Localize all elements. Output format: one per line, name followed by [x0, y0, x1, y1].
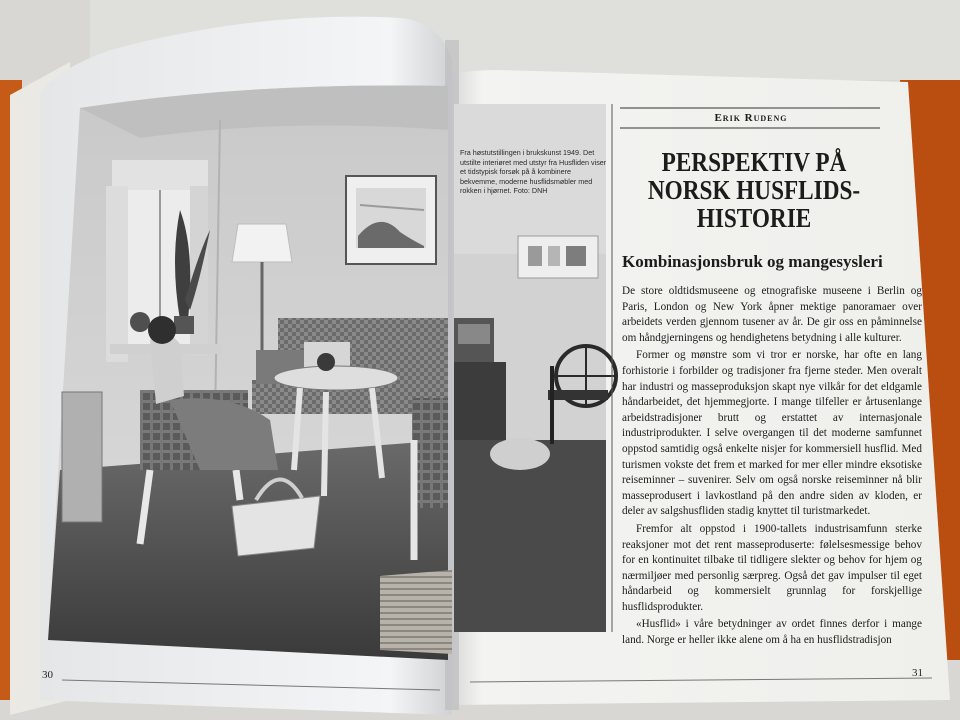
chapter-title	[639, 148, 869, 232]
bookshelf	[62, 392, 102, 522]
photo-caption: Fra høstutstillingen i brukskunst 1949. Det utstilte interiøret med utstyr fra Husfliden viser et tidstypisk forsøk på å kombinere bekvemme, moderne husflidsmøbler med rokken i hjørnet. Foto: DNH	[460, 148, 607, 196]
chapter-title-line: PERSPEKTIV PÅ	[661, 147, 847, 177]
interior-photo-left	[48, 85, 452, 660]
body-paragraph: «Husflid» i våre betydninger av ordet finnes derfor i mange land. Norge er heller ikke alene om å ha en husflidstradisjon	[622, 618, 922, 647]
chapter-title-line: NORSK HUSFLIDS-	[647, 175, 861, 205]
right-page-number: 31	[912, 667, 923, 679]
striped-rug	[380, 570, 452, 654]
section-subtitle: Kombinasjonsbruk og mangesysleri	[622, 252, 883, 271]
body-text	[622, 284, 922, 649]
left-page-number: 30	[42, 669, 53, 681]
author-name: Erik Rudeng	[714, 112, 788, 124]
cloth-bag	[490, 438, 550, 470]
body-paragraph: Fremfor alt oppstod i 1900-tallets industrisamfunn sterke reaksjoner mot det rent masseproduserte: følelsesmessige behov for en kontinuitet tilbake til tidligere slekter og behov for hjem og nærmiljøer med personlig særpreg. Også det gav impulser til eget håndarbeid og kommersielt grunnlag for forskjellige husflidsprodukter.	[622, 522, 922, 613]
framed-landscape-picture	[346, 176, 436, 264]
body-paragraph: De store oldtidsmuseene og etnografiske museene i Berlin og Paris, London og New York åpner mektige panoramaer over arbeidets verden gjennom tusener av år. De gir oss en påminnelse om håndgjerningens og hendighetens betydning i alle kulturer.	[622, 285, 922, 344]
chapter-title-line: HISTORIE	[696, 203, 812, 233]
body-paragraph: Former og mønstre som vi tror er norske, har ofte en lang forhistorie i forbilder og tradisjoner fra fjerne steder. Men overalt har industri og masseproduksjon skapt nye vilkår for det eldgamle håndarbeidet, det hjemmegjorte. I mange tilfeller er årtusenlange arbeidstradisjoner brutt og erstattet av internasjonale industriprodukter. I selve overgangen til det moderne samfunnet oppstod samtidig også enkelte nisjer for kommersiell husflid. Med turismen vokste det frem et marked for mer eller mindre eksotiske reiseminner – suvenirer. Selv om også norske reiseminner nå blir masseprodusert i lavkostland på den andre siden av kloden, er deler av salgshusfliden stadig knyttet til turistmarkedet.	[622, 349, 922, 518]
